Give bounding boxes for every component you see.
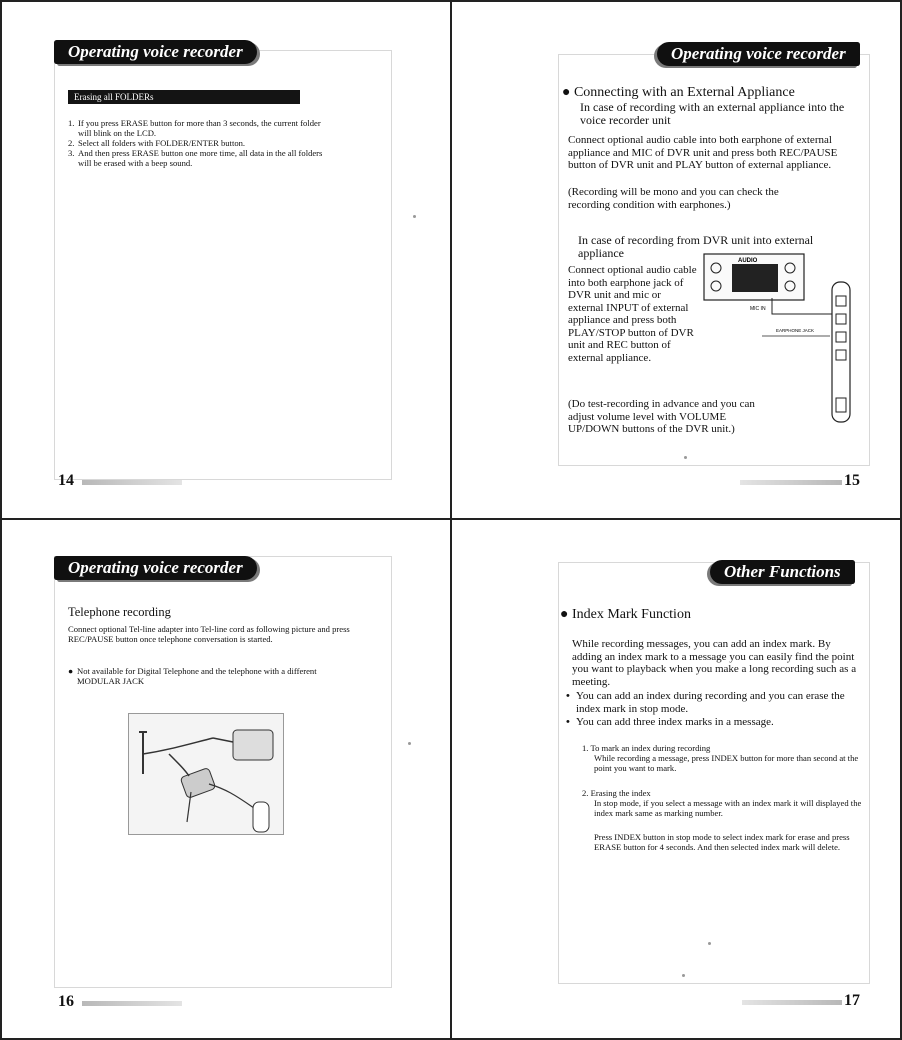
earphone-jack-label: EARPHONE JACK	[776, 328, 815, 333]
page-number: 14	[58, 472, 74, 489]
list-item	[68, 118, 330, 138]
paragraph: While recording messages, you can add an index mark. By adding an index mark to a message you can easily find the point you want to playback when you make a long recording such as a meeting.	[572, 638, 857, 688]
page-number-bar	[742, 1000, 842, 1005]
note-text: Not available for Digital Telephone and the telephone with a different MODULAR JACK	[77, 666, 317, 686]
recorder-unit-icon	[832, 282, 850, 422]
list-item	[68, 138, 330, 148]
page-number: 17	[844, 992, 860, 1009]
section-banner: Operating voice recorder	[657, 42, 860, 66]
bullet-text: You can add three index marks in a message.	[576, 716, 774, 728]
page-17	[451, 519, 902, 1040]
list-item: • You can add an index during recording and you can erase the index mark in stop mode.	[566, 690, 845, 715]
page-number: 15	[844, 472, 860, 489]
paragraph: Connect optional Tel-line adapter into Tel-line cord as following picture and press REC/PAUSE button once telephone conversation is started.	[68, 624, 350, 644]
list-item: • You can add three index marks in a message.	[566, 716, 774, 728]
mic-in-label: MIC IN	[750, 306, 766, 312]
recorder-cable	[209, 784, 257, 810]
page-number: 16	[58, 993, 74, 1010]
recorder-unit-icon	[253, 802, 269, 832]
page-number-bar	[740, 480, 842, 485]
scan-speck	[684, 456, 687, 459]
step-text: Select all folders with FOLDER/ENTER button.	[78, 138, 246, 148]
step-text: While recording a message, press INDEX button for more than second at the point you want to mark.	[594, 753, 859, 773]
page-number-bar	[82, 1001, 182, 1006]
bullet-list	[566, 690, 862, 729]
section-title: Erasing all FOLDERs	[68, 90, 300, 104]
page-14	[0, 0, 451, 519]
bullet-text: You can add an index during recording and you can erase the index mark in stop mode.	[576, 690, 845, 715]
telephone-icon	[233, 730, 273, 760]
list-item	[68, 148, 330, 168]
paragraph: Connect optional audio cable into both earphone of external appliance and MIC of DVR unit and press both REC/PAUSE button of DVR unit and PLAY button of external appliance.	[568, 134, 838, 171]
phone-cord	[213, 738, 233, 742]
step-title: 2. Erasing the index	[582, 788, 651, 798]
note: ● Not available for Digital Telephone and the telephone with a different MODULAR JACK	[68, 666, 344, 686]
page-frame	[54, 50, 392, 480]
step-number: 2.	[68, 138, 75, 148]
audio-label: AUDIO	[738, 258, 758, 264]
step-text: And then press ERASE button one more time, all data in the all folders will be erased with a beep sound.	[78, 148, 323, 168]
step-text: Press INDEX button in stop mode to select index mark for erase and press ERASE button for 4 seconds. And then selected index mark will delete.	[594, 832, 850, 852]
step-number: 3.	[68, 148, 75, 158]
adapter-cord	[169, 754, 189, 776]
appliance-panel	[732, 264, 778, 292]
telephone-diagram	[128, 713, 284, 835]
scan-speck	[682, 974, 685, 977]
page-number-bar	[82, 480, 182, 485]
section-banner: Operating voice recorder	[54, 556, 257, 580]
scan-speck	[413, 215, 416, 218]
paragraph: (Recording will be mono and you can check the recording condition with earphones.)	[568, 186, 779, 211]
section-heading: Telephone recording	[68, 605, 171, 619]
heading-text: Connecting with an External Appliance	[573, 85, 795, 100]
step-number: 1.	[68, 118, 75, 128]
heading-text: Index Mark Function	[571, 607, 691, 622]
section-heading: ● Connecting with an External Appliance	[562, 85, 795, 100]
section-banner: Other Functions	[710, 560, 855, 584]
scan-speck	[408, 742, 411, 745]
tel-line-cord	[143, 738, 213, 754]
step-text: In stop mode, if you select a message with an index mark it will displayed the index mark same as marking number.	[594, 798, 862, 818]
scan-speck	[708, 942, 711, 945]
page-16	[0, 519, 451, 1040]
telephone-diagram-art	[129, 714, 283, 834]
step-text: If you press ERASE button for more than 3 seconds, the current folder will blink on the LCD.	[78, 118, 321, 138]
step-title: 1. To mark an index during recording	[582, 743, 711, 753]
section-banner: Operating voice recorder	[54, 40, 257, 64]
erase-steps-list	[68, 118, 330, 168]
page-frame	[558, 562, 870, 984]
subheading: In case of recording from DVR unit into external appliance	[578, 233, 814, 260]
paragraph: Connect optional audio cable into both earphone jack of DVR unit and mic or external INPUT of external appliance and press both PLAY/STOP button of DVR unit and REC button of external appliance.	[568, 264, 697, 364]
section-heading: ● Index Mark Function	[560, 607, 691, 622]
paragraph: (Do test-recording in advance and you can adjust volume level with VOLUME UP/DOWN buttons of the DVR unit.)	[568, 398, 755, 435]
subheading: In case of recording with an external appliance into the voice recorder unit	[580, 100, 845, 127]
page-15	[451, 0, 902, 519]
